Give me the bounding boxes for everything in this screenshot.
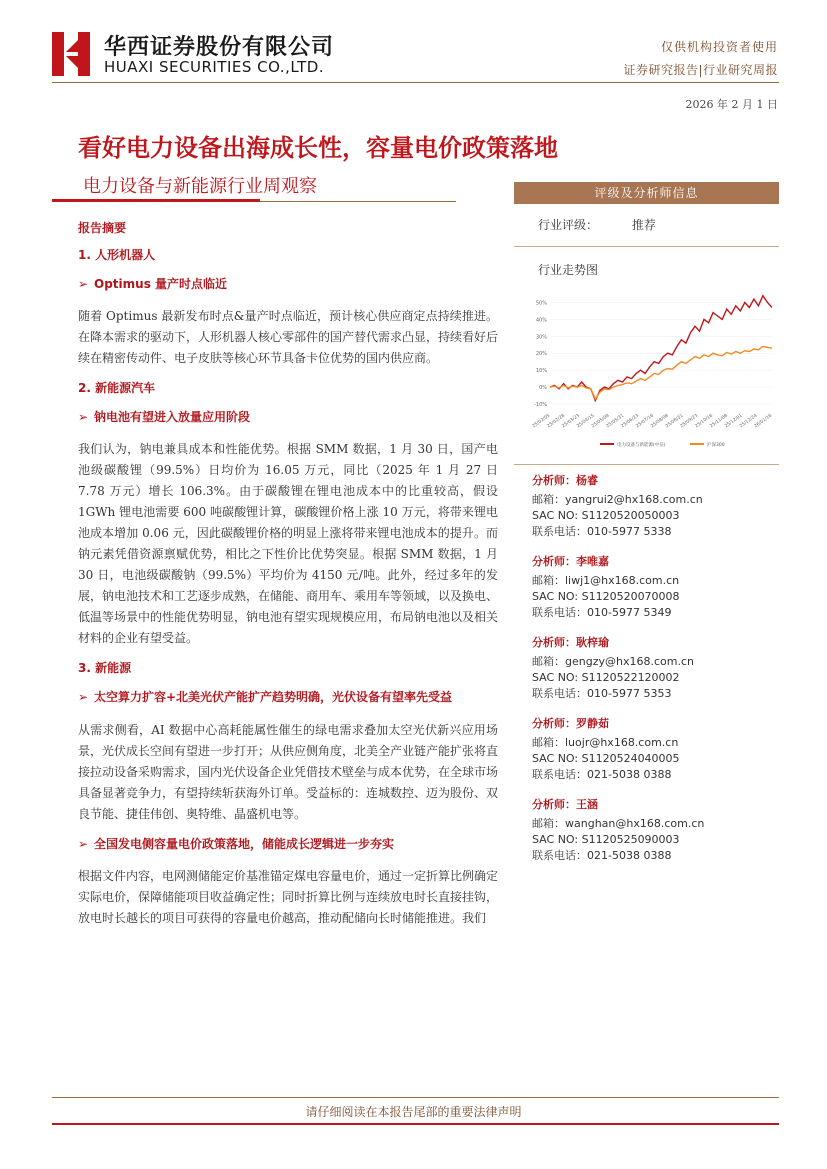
- header-divider: [52, 82, 779, 83]
- subsection-heading: [78, 688, 498, 707]
- legal-notice: 请仔细阅读在本报告尾部的重要法律声明: [305, 1105, 522, 1119]
- industry-trend-chart: [520, 286, 778, 454]
- analyst-name: 分析师：耿梓瑜: [532, 636, 609, 649]
- industry-rating: [514, 204, 779, 247]
- analyst-name: 分析师：王涵: [532, 798, 598, 811]
- sidebar-header: 评级及分析师信息: [514, 182, 779, 204]
- arrow-bullet-icon: ➢: [78, 690, 89, 705]
- chart-x-tick-label: 25/04/15: [576, 413, 596, 430]
- company-name-cn: 华西证券股份有限公司: [104, 35, 335, 60]
- analyst-phone: 联系电话：010-5977 5349: [532, 606, 672, 619]
- analyst-sac: SAC NO: S1120524040005: [532, 752, 680, 765]
- chart-x-tick-label: 26/01/16: [753, 413, 774, 430]
- chart-x-tick-label: 25/08/31: [664, 413, 685, 430]
- footer-divider: [52, 1097, 779, 1098]
- subsection-heading-text: 太空算力扩容+北美光伏产能扩产趋势明确，光伏设备有望率先受益: [94, 690, 453, 705]
- chart-legend-label: 电力设备与新能源(中信): [617, 443, 666, 448]
- subtitle-accent-bar: [52, 199, 260, 202]
- analyst-name: 分析师：杨睿: [532, 474, 598, 487]
- chart-x-tick-label: 25/07/16: [635, 413, 655, 430]
- chart-y-tick-label: 50%: [535, 300, 547, 307]
- report-type: 证券研究报告|行业研究周报: [623, 63, 778, 77]
- section-heading: 2. 新能源汽车: [78, 381, 156, 396]
- paragraph: 我们认为，钠电兼具成本和性能优势。根据 SMM 数据，1 月 30 日，国产电池级碳酸锂（99.5%）日均价为 16.05 万元，同比（2025 年 1 月 27 日 7.78 万元）增长 106.3%。由于碳酸锂在锂电池成本中的比重较高，假设 1GWh 锂电池需要 600 吨碳酸锂计算，碳酸锂价格上涨 10 万元，将带来锂电池成本增加 0.06 元，因此碳酸锂价格的明显上涨将带来锂电池成本的提升。而钠元素凭借资源禀赋优势，相比之下性价比优势突显。根据 SMM 数据，1 月 30 日，电池级碳酸钠（99.5%）平均价为 4150 元/吨。此外，经过多年的发展，钠电池技术和工艺逐步成熟，在储能、商用车、乘用车等领域，以及换电、低温等场景中的性能优势明显，钠电池有望实现规模应用，布局钠电池以及相关材料的企业有望受益。: [78, 442, 499, 646]
- subsection-heading-text: 全国发电侧容量电价政策落地，储能成长逻辑进一步夯实: [94, 836, 395, 851]
- analyst-phone: 联系电话：010-5977 5353: [532, 687, 672, 700]
- company-name-en: HUAXI SECURITIES CO.,LTD.: [104, 58, 325, 76]
- chart-x-tick-label: 25/10/16: [694, 413, 714, 430]
- arrow-bullet-icon: ➢: [78, 410, 89, 425]
- analyst-phone: 联系电话：010-5977 5338: [532, 525, 672, 538]
- chart-x-tick-label: 25/02/05: [531, 413, 552, 430]
- section-heading: 1. 人形机器人: [78, 248, 156, 262]
- analyst-sac: SAC NO: S1120522120002: [532, 671, 680, 684]
- arrow-bullet-icon: ➢: [78, 836, 89, 851]
- analyst-card: [532, 716, 779, 783]
- analyst-card: [532, 797, 779, 864]
- chart-x-tick-label: 25/06/23: [620, 413, 640, 430]
- analyst-card: [532, 554, 779, 621]
- paragraph: 从需求侧看，AI 数据中心高耗能属性催生的绿电需求叠加太空光伏新兴应用场景，光伏成长空间有望进一步打开；从供应侧角度，北美全产业链产能扩张将直接拉动设备采购需求，国内光伏设备企业凭借技术壁垒与成本优势，在全球市场具备显著竞争力，有望持续斩获海外订单。受益标的：连城数控、迈为股份、双良节能、捷佳伟创、奥特维、晶盛机电等。: [78, 722, 499, 821]
- subsection-heading: [78, 275, 498, 294]
- analyst-card: [532, 473, 779, 540]
- chart-legend-label: 沪深300: [707, 443, 725, 448]
- analyst-email: 邮箱：liwj1@hx168.com.cn: [532, 574, 680, 587]
- analyst-name: 分析师：李唯嘉: [532, 555, 609, 568]
- chart-y-tick-label: -10%: [534, 402, 547, 408]
- chart-y-tick-label: 0%: [539, 385, 547, 392]
- analyst-name: 分析师：罗静茹: [532, 717, 609, 730]
- report-body: [78, 216, 498, 939]
- trend-chart-title: 行业走势图: [538, 263, 599, 277]
- chart-y-tick-label: 40%: [535, 317, 547, 324]
- analyst-card: [532, 635, 779, 702]
- analyst-email: 邮箱：wanghan@hx168.com.cn: [532, 817, 705, 830]
- chart-x-tick-label: 25/12/24: [738, 413, 759, 430]
- huaxi-logo-icon: [52, 32, 92, 76]
- chart-x-tick-label: 25/03/23: [561, 413, 581, 430]
- chart-x-tick-label: 25/11/08: [709, 413, 729, 430]
- chart-x-tick-label: 25/09/23: [679, 413, 700, 430]
- analyst-sac: SAC NO: S1120520070008: [532, 590, 680, 603]
- audience-note: 仅供机构投资者使用: [660, 40, 778, 54]
- subsection-heading-text: Optimus 量产时点临近: [94, 277, 228, 291]
- paragraph: 根据文件内容，电网测储能定价基准锚定煤电容量电价，通过一定折算比例确定实际电价，保障储能项目收益确定性；同时折算比例与连续放电时长直接挂钩，放电时长越长的项目可获得的容量电价越高，推动配储向长时储能推进。我们: [78, 868, 499, 925]
- rating-label: 行业评级：: [538, 218, 599, 232]
- analyst-email: 邮箱：yangrui2@hx168.com.cn: [532, 493, 703, 506]
- report-title: 看好电力设备出海成长性，容量电价政策落地: [78, 134, 558, 162]
- analyst-email: 邮箱：gengzy@hx168.com.cn: [532, 655, 694, 668]
- abstract-heading: 报告摘要: [78, 221, 127, 235]
- chart-x-tick-label: 25/05/08: [590, 413, 611, 430]
- chart-series-line: [550, 347, 772, 399]
- analyst-phone: 联系电话：021-5038 0388: [532, 849, 672, 862]
- subsection-heading: [78, 408, 498, 427]
- chart-y-tick-label: 10%: [535, 368, 547, 375]
- analyst-email: 邮箱：luojr@hx168.com.cn: [532, 736, 679, 749]
- chart-y-tick-label: 30%: [535, 334, 547, 341]
- chart-series-line: [550, 296, 772, 401]
- report-subtitle: 电力设备与新能源行业周观察: [83, 176, 317, 197]
- chart-x-tick-label: 25/08/08: [650, 413, 670, 430]
- analyst-sac: SAC NO: S1120520050003: [532, 509, 680, 522]
- subsection-heading-text: 钠电池有望进入放量应用阶段: [94, 410, 251, 425]
- chart-x-tick-label: 25/05/31: [605, 413, 626, 430]
- arrow-bullet-icon: ➢: [78, 277, 89, 291]
- subsection-heading: [78, 835, 498, 854]
- report-date: 2026 年 2 月 1 日: [685, 98, 778, 111]
- analyst-phone: 联系电话：021-5038 0388: [532, 768, 672, 781]
- chart-x-tick-label: 25/02/28: [546, 413, 566, 430]
- chart-x-tick-label: 25/12/01: [724, 413, 744, 430]
- sidebar: [514, 182, 779, 878]
- chart-y-tick-label: 20%: [535, 351, 547, 358]
- sidebar-divider: [514, 464, 779, 465]
- rating-value: 推荐: [631, 218, 656, 232]
- section-heading: 3. 新能源: [78, 661, 132, 676]
- footer-accent-bar: [52, 1123, 779, 1125]
- analyst-sac: SAC NO: S1120525090003: [532, 833, 680, 846]
- paragraph: 随着 Optimus 最新发布时点&量产时点临近，预计核心供应商定点持续推进。在降本需求的驱动下，人形机器人核心零部件的国产替代需求凸显，持续看好后续在精密传动件、电子皮肤等核心环节具备卡位优势的国内供应商。: [78, 309, 499, 366]
